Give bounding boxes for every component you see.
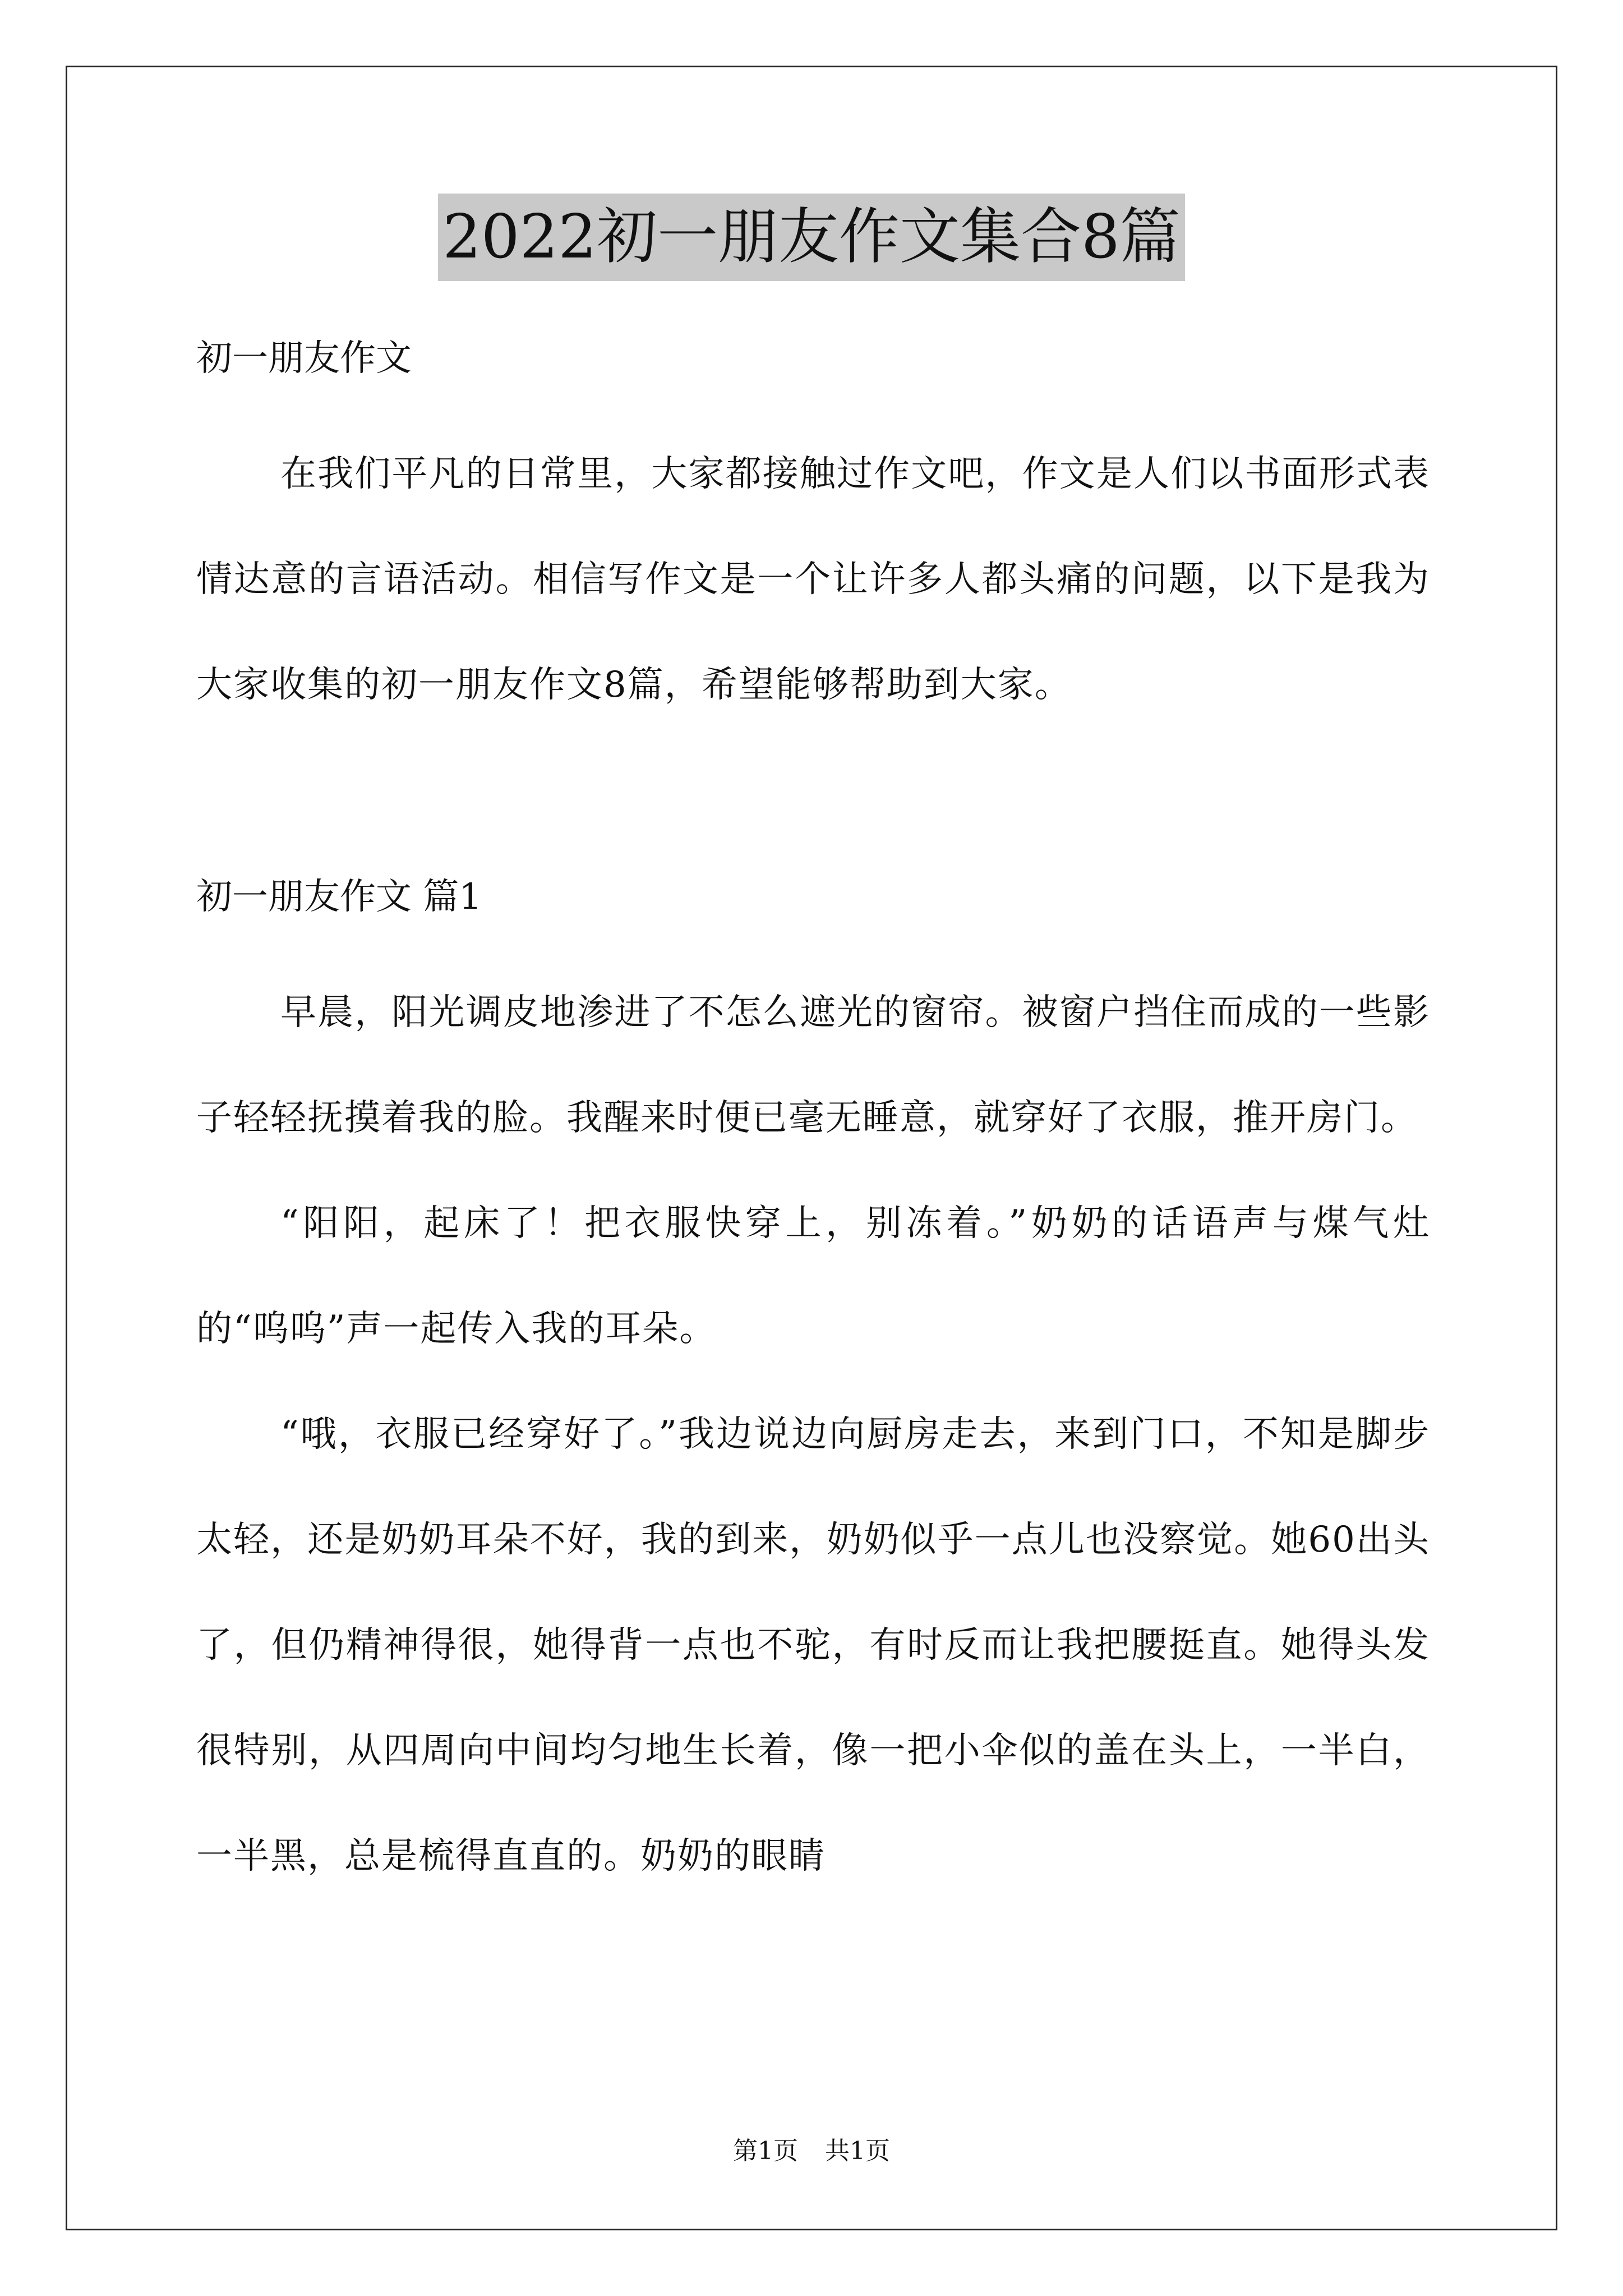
title-container bbox=[0, 194, 1623, 281]
spacer bbox=[196, 950, 1430, 960]
document-title: 2022初一朋友作文集合8篇 bbox=[438, 194, 1185, 281]
document-body bbox=[196, 306, 1430, 1909]
spacer bbox=[196, 738, 1430, 844]
spacer bbox=[196, 411, 1430, 421]
section-heading-article-1: 初一朋友作文 篇1 bbox=[196, 876, 482, 918]
intro-paragraph: 在我们平凡的日常里，大家都接触过作文吧，作文是人们以书面形式表情达意的言语活动。相信写作文是一个让许多人都头痛的问题，以下是我为大家收集的初一朋友作文8篇，希望能够帮助到大家。 bbox=[196, 453, 1430, 706]
article-paragraph: “哦，衣服已经穿好了。”我边说边向厨房走去，来到门口，不知是脚步太轻，还是奶奶耳朵不好，我的到来，奶奶似乎一点儿也没察觉。她60出头了，但仍精神得很，她得背一点也不驼，有时反而让我把腰挺直。她得头发很特别，从四周向中间均匀地生长着，像一把小伞似的盖在头上，一半白，一半黑，总是梳得直直的。奶奶的眼睛 bbox=[196, 1414, 1430, 1877]
page-footer bbox=[0, 2134, 1623, 2168]
page-number: 第1页 bbox=[733, 2137, 798, 2165]
article-paragraph: 早晨，阳光调皮地渗进了不怎么遮光的窗帘。被窗户挡住而成的一些影子轻轻抚摸着我的脸。我醒来时便已毫无睡意，就穿好了衣服，推开房门。 bbox=[196, 992, 1430, 1139]
article-paragraph: “阳阳，起床了！把衣服快穿上，别冻着。”奶奶的话语声与煤气灶的“呜呜”声一起传入我的耳朵。 bbox=[196, 1203, 1430, 1350]
section-heading-intro: 初一朋友作文 bbox=[196, 338, 412, 379]
total-pages: 共1页 bbox=[825, 2137, 890, 2165]
